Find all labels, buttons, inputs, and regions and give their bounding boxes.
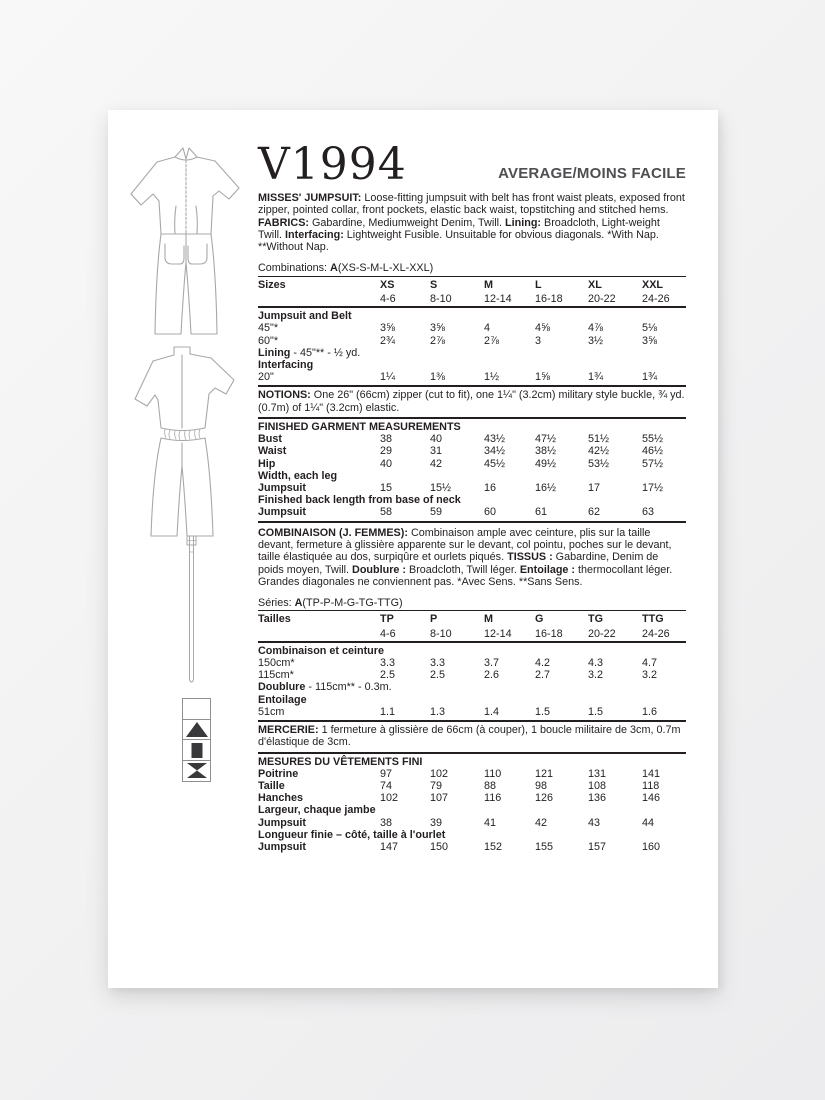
jumpsuit-back-illustration — [118, 342, 248, 542]
value-cell: 62 — [588, 506, 601, 519]
value-cell: 1.5 — [535, 705, 551, 718]
value-cell: 121 — [535, 767, 554, 780]
column-subheader: 4-6 — [380, 626, 430, 642]
row-label: Hip — [258, 457, 276, 470]
row-label: Jumpsuit — [258, 506, 306, 519]
table-row — [258, 804, 686, 816]
value-cell: 43½ — [484, 433, 506, 446]
table-row — [258, 657, 686, 669]
column-header: XL — [588, 278, 602, 291]
value-cell: 155 — [535, 841, 554, 854]
value-cell: 15½ — [430, 482, 452, 495]
yardage-table-inches — [258, 277, 686, 388]
finished-measurements-table-en — [258, 419, 686, 523]
section-label: Width, each leg — [258, 469, 338, 482]
value-cell: 146 — [642, 792, 661, 805]
value-cell: 42 — [430, 457, 443, 470]
value-cell: 60 — [484, 506, 497, 519]
value-cell: 4.7 — [642, 657, 658, 670]
jumpsuit-back-line-art — [118, 342, 248, 542]
row-label: Jumpsuit — [258, 816, 306, 829]
column-header: TTG — [642, 613, 664, 626]
difficulty-label: AVERAGE/MOINS FACILE — [498, 164, 686, 182]
section-label: Combinaison et ceinture — [258, 644, 384, 657]
section-label: Lining - 45"** - ½ yd. — [258, 346, 361, 359]
table-row — [258, 681, 686, 693]
value-cell: 3.7 — [484, 657, 500, 670]
pattern-envelope-back — [108, 110, 718, 988]
value-cell: 5⅛ — [642, 322, 658, 335]
column-subheader: 24-26 — [642, 626, 686, 642]
value-cell: 58 — [380, 506, 393, 519]
value-cell: 38½ — [535, 445, 557, 458]
row-label: Bust — [258, 433, 282, 446]
row-label: Poitrine — [258, 767, 299, 780]
table-row — [258, 754, 686, 768]
belt-line-art — [182, 534, 202, 686]
value-cell: 4⅝ — [535, 322, 551, 335]
value-cell: 97 — [380, 767, 393, 780]
row-label: 51cm — [258, 705, 285, 718]
row-label: Taille — [258, 780, 285, 793]
value-cell: 40 — [430, 433, 443, 446]
value-cell: 147 — [380, 841, 399, 854]
value-cell: 1.6 — [642, 705, 658, 718]
value-cell: 45½ — [484, 457, 506, 470]
size-table-header-en — [258, 277, 686, 307]
section-label: MESURES DU VÊTEMENTS FINI — [258, 755, 423, 768]
value-cell: 59 — [430, 506, 443, 519]
value-cell: 40 — [380, 457, 393, 470]
row-label: Jumpsuit — [258, 841, 306, 854]
value-cell: 1½ — [484, 371, 500, 384]
figure-type-symbols — [182, 698, 211, 782]
finished-rows-fr — [258, 754, 686, 856]
column-header: TP — [380, 613, 394, 626]
column-subheader: 16-18 — [535, 626, 588, 642]
table-row — [258, 470, 686, 482]
value-cell: 1¾ — [642, 371, 658, 384]
table-row — [258, 419, 686, 433]
value-cell: 47½ — [535, 433, 557, 446]
mercerie-paragraph: MERCERIE: 1 fermeture à glissière de 66cm (à couper), 1 boucle militaire de 3cm, 0.7m d'élastique de 3cm. — [258, 722, 686, 754]
table-row — [258, 359, 686, 371]
page-title: V1994 — [258, 139, 407, 190]
value-cell: 4 — [484, 322, 491, 335]
column-subheader: 12-14 — [484, 291, 535, 307]
column-header: L — [535, 278, 542, 291]
table-row — [258, 669, 686, 681]
jumpsuit-front-line-art — [126, 144, 248, 340]
value-cell: 1⅝ — [535, 371, 551, 384]
column-subheader-empty — [258, 291, 380, 307]
column-header: G — [535, 613, 544, 626]
value-cell: 2.5 — [380, 669, 396, 682]
value-cell: 1.1 — [380, 705, 396, 718]
column-header: M — [484, 613, 493, 626]
table-row — [258, 780, 686, 792]
section-label: Jumpsuit and Belt — [258, 310, 352, 323]
value-cell: 34½ — [484, 445, 506, 458]
value-cell: 38 — [380, 433, 393, 446]
value-cell: 2.5 — [430, 669, 446, 682]
value-cell: 3⅝ — [642, 334, 658, 347]
value-cell: 42½ — [588, 445, 610, 458]
finished-rows-en — [258, 419, 686, 522]
masthead — [258, 136, 686, 190]
value-cell: 4.2 — [535, 657, 551, 670]
triangle-icon — [185, 721, 209, 738]
row-label: Hanches — [258, 792, 304, 805]
series-line: Séries: A(TP-P-M-G-TG-TTG) — [258, 597, 686, 611]
size-table-header-fr — [258, 611, 686, 641]
value-cell: 3.3 — [430, 657, 446, 670]
section-label: Entoilage — [258, 693, 307, 706]
value-cell: 2.6 — [484, 669, 500, 682]
table-row — [258, 458, 686, 470]
value-cell: 55½ — [642, 433, 664, 446]
value-cell: 16 — [484, 482, 497, 495]
value-cell: 118 — [642, 780, 660, 793]
finished-measurements-table-fr — [258, 754, 686, 856]
section-label: Doublure - 115cm** - 0.3m. — [258, 681, 392, 694]
table-row — [258, 445, 686, 457]
section-label: Longueur finie – côté, taille à l'ourlet — [258, 828, 446, 841]
body-type-symbol-rectangle — [182, 739, 211, 761]
column-subheader: 8-10 — [430, 291, 484, 307]
value-cell: 1⅜ — [430, 371, 446, 384]
value-cell: 1.4 — [484, 705, 500, 718]
column-subheader: 24-26 — [642, 291, 686, 307]
description-fr: COMBINAISON (J. FEMMES): Combinaison ample avec ceinture, plis sur la taille devant, fermeture à glissière apparente sur le devant, col pointu, poches sur le devant, taille élastiquée au dos, surpiqûre et ourlets piqués. TISSUS : Gabardine, Denim de poids moyen, Twill. Doublure : Broadcloth, Twill léger. Entoilage : thermocollant léger. Grandes diagonales ne conviennent pas. *Avec Sens. **Sans Sens. — [258, 526, 673, 588]
value-cell: 15 — [380, 482, 393, 495]
value-cell: 2¾ — [380, 334, 396, 347]
row-label: 115cm* — [258, 669, 294, 682]
value-cell: 2⅞ — [484, 334, 500, 347]
value-cell: 53½ — [588, 457, 610, 470]
value-cell: 63 — [642, 506, 655, 519]
value-cell: 16½ — [535, 482, 557, 495]
section-label: FINISHED GARMENT MEASUREMENTS — [258, 421, 461, 433]
table-row — [258, 706, 686, 721]
column-header: TG — [588, 613, 603, 626]
value-cell: 152 — [484, 841, 503, 854]
value-cell: 126 — [535, 792, 554, 805]
value-cell: 3.2 — [642, 669, 658, 682]
value-cell: 39 — [430, 816, 443, 829]
value-cell: 102 — [430, 767, 449, 780]
value-cell: 38 — [380, 816, 393, 829]
section-label: Finished back length from base of neck — [258, 494, 461, 507]
value-cell: 29 — [380, 445, 393, 458]
value-cell: 49½ — [535, 457, 557, 470]
value-cell: 43 — [588, 816, 601, 829]
row-label: 45"* — [258, 322, 279, 335]
column-header-sizes: Sizes — [258, 278, 286, 291]
yardage-rows-en — [258, 307, 686, 386]
value-cell: 1¾ — [588, 371, 604, 384]
table-row — [258, 829, 686, 841]
value-cell: 150 — [430, 841, 449, 854]
value-cell: 74 — [380, 780, 393, 793]
body-type-symbol-hourglass — [182, 760, 211, 782]
table-row — [258, 322, 686, 334]
table-row — [258, 347, 686, 359]
value-cell: 79 — [430, 780, 443, 793]
yardage-table-cm — [258, 611, 686, 722]
column-header: XXL — [642, 278, 663, 291]
value-cell: 51½ — [588, 433, 610, 446]
value-cell: 102 — [380, 792, 399, 805]
value-cell: 141 — [642, 767, 661, 780]
rectangle-icon — [185, 742, 209, 759]
value-cell: 17½ — [642, 482, 664, 495]
table-row — [258, 494, 686, 506]
value-cell: 160 — [642, 841, 661, 854]
yardage-rows-fr — [258, 642, 686, 721]
value-cell: 157 — [588, 841, 607, 854]
column-header: M — [484, 278, 493, 291]
value-cell: 1.3 — [430, 705, 446, 718]
jumpsuit-front-illustration — [126, 144, 248, 340]
table-row — [258, 841, 686, 855]
section-label: Interfacing — [258, 359, 314, 371]
section-label: Largeur, chaque jambe — [258, 804, 376, 817]
value-cell: 107 — [430, 792, 449, 805]
column-subheader: 4-6 — [380, 291, 430, 307]
value-cell: 136 — [588, 792, 607, 805]
column-subheader-empty — [258, 626, 380, 642]
column-header: S — [430, 278, 438, 291]
table-row — [258, 482, 686, 494]
column-header: P — [430, 613, 438, 626]
table-row — [258, 335, 686, 347]
belt-illustration — [182, 534, 202, 686]
notions-paragraph: NOTIONS: One 26" (66cm) zipper (cut to fit), one 1¼" (3.2cm) military style buckle, ¾ yd. (0.7m) of 1¼" (3.2cm) elastic. — [258, 387, 686, 419]
row-label: Waist — [258, 445, 287, 458]
row-label: Jumpsuit — [258, 482, 306, 495]
value-cell: 3⅝ — [430, 322, 446, 335]
table-row — [258, 642, 686, 657]
envelope-text-content — [258, 136, 686, 855]
value-cell: 88 — [484, 780, 497, 793]
value-cell: 108 — [588, 780, 607, 793]
value-cell: 2⅞ — [430, 334, 446, 347]
description-en: MISSES' JUMPSUIT: Loose-fitting jumpsuit with belt has front waist pleats, exposed front zipper, pointed collar, front pockets, elastic back waist, topstitching and stitched hems. FABRICS: Gabardine, Mediumweight Denim, Twill. Lining: Broadcloth, Light-weight Twill. Interfacing: Lightweight Fusible. Unsuitable for obvious diagonals. *With Nap. **Without Nap. — [258, 192, 685, 254]
row-label: 60"* — [258, 334, 279, 347]
value-cell: 46½ — [642, 445, 664, 458]
table-row — [258, 371, 686, 386]
column-subheader: 8-10 — [430, 626, 484, 642]
value-cell: 41 — [484, 816, 497, 829]
column-subheader: 12-14 — [484, 626, 535, 642]
value-cell: 110 — [484, 767, 502, 780]
value-cell: 98 — [535, 780, 548, 793]
value-cell: 4.3 — [588, 657, 604, 670]
value-cell: 3.2 — [588, 669, 604, 682]
column-subheader: 20-22 — [588, 291, 642, 307]
value-cell: 44 — [642, 816, 655, 829]
row-label: 20" — [258, 371, 274, 384]
value-cell: 1.5 — [588, 705, 604, 718]
table-row — [258, 768, 686, 780]
value-cell: 1¼ — [380, 371, 396, 384]
column-subheader: 16-18 — [535, 291, 588, 307]
value-cell: 17 — [588, 482, 601, 495]
value-cell: 131 — [588, 767, 607, 780]
value-cell: 4⅞ — [588, 322, 604, 335]
value-cell: 3½ — [588, 334, 604, 347]
value-cell: 31 — [430, 445, 443, 458]
column-header-tailles: Tailles — [258, 613, 291, 626]
column-header: XS — [380, 278, 395, 291]
column-subheader: 20-22 — [588, 626, 642, 642]
hourglass-icon — [185, 762, 209, 779]
value-cell: 3.3 — [380, 657, 396, 670]
table-row — [258, 506, 686, 521]
value-cell: 3 — [535, 334, 542, 347]
value-cell: 42 — [535, 816, 548, 829]
value-cell: 116 — [484, 792, 502, 805]
table-row — [258, 817, 686, 829]
body-type-symbol-triangle — [182, 719, 211, 741]
value-cell: 2.7 — [535, 669, 551, 682]
combinations-line: Combinations: A(XS-S-M-L-XL-XXL) — [258, 262, 686, 276]
value-cell: 61 — [535, 506, 548, 519]
table-row — [258, 792, 686, 804]
row-label: 150cm* — [258, 657, 295, 670]
value-cell: 3⅝ — [380, 322, 396, 335]
table-row — [258, 433, 686, 445]
body-type-symbol-blank — [182, 698, 211, 720]
value-cell: 57½ — [642, 457, 664, 470]
table-row — [258, 307, 686, 322]
table-row — [258, 694, 686, 706]
